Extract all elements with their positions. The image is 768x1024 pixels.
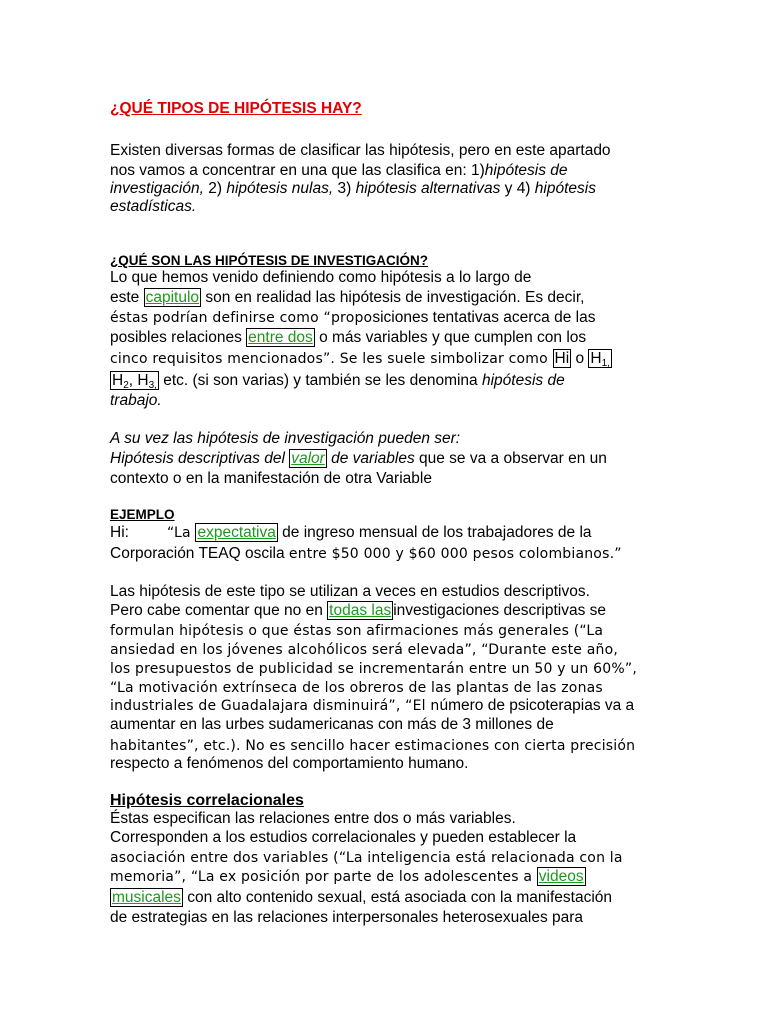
subscript: 1,: [601, 358, 610, 369]
text-run: este: [110, 289, 144, 306]
text-run: y 4): [500, 180, 535, 197]
italic-term: hipótesis: [534, 180, 596, 197]
text-line: Lo que hemos venido definiendo como hipótesis a lo largo de: [110, 269, 532, 286]
text-run: cinco requisitos mencionados”. Se les suele simbolizar como: [110, 351, 553, 367]
text-run: éstas podrían definirse como “propo: [110, 310, 373, 326]
italic-term: hipótesis alternativas: [355, 180, 501, 197]
text-line: [110, 329, 586, 347]
subscript: 2: [123, 380, 129, 391]
text-line: respecto a fenómenos del comportamiento humano.: [110, 755, 469, 772]
text-line: de estrategias en las relaciones interpersonales heterosexuales para: [110, 909, 584, 926]
text-line: contexto o en la manifestación de otra Variable: [110, 470, 432, 487]
symbol-box-h2-h3: [110, 371, 159, 390]
text-run: de ingreso mensual de los trabajadores de la: [277, 524, 592, 541]
section-heading: ¿QUÉ SON LAS HIPÓTESIS DE INVESTIGACIÓN?: [110, 253, 429, 268]
text-line: formulan hipótesis o que éstas son afirmaciones más generales (“La: [110, 623, 604, 639]
text-run: memoria”, “La ex posición por parte de los adolescentes a: [110, 869, 537, 885]
text-line: Existen diversas formas de clasificar las hipótesis, pero en este apartado: [110, 142, 611, 159]
text-run: posibles relaciones: [110, 329, 247, 346]
text-run: que se va a observar en un: [414, 450, 607, 467]
subscript: 3,: [148, 380, 157, 391]
text-run: Pero cabe comentar que no en: [110, 602, 328, 619]
symbol-text: H: [590, 350, 602, 367]
text-run: etc. (si son varias) y también se les denomina: [158, 372, 482, 389]
text-line: [110, 289, 584, 307]
text-line: habitantes”, etc.). No es sencillo hacer estimaciones con cierta precisión: [110, 738, 636, 754]
text-line: aumentar en las urbes sudamericanas con más de 3 millones de: [110, 716, 554, 733]
italic-term: estadísticas.: [110, 198, 197, 215]
page-title: ¿QUÉ TIPOS DE HIPÓTESIS HAY?: [110, 100, 362, 117]
text-line: [110, 889, 612, 907]
text-run: o: [571, 350, 589, 367]
text-run: “La: [167, 525, 196, 541]
glossary-link-expectativa[interactable]: expectativa: [197, 524, 276, 541]
text-line: “La motivación extrínseca de los obreros de las plantas de las zonas: [110, 680, 603, 696]
text-run: 3): [333, 180, 356, 197]
text-line: [110, 392, 162, 410]
symbol-text: H: [112, 372, 124, 389]
glossary-link-capitulo[interactable]: capitulo: [145, 289, 200, 306]
text-run: úmero de psicoterapias va a: [439, 697, 635, 714]
text-line: [110, 198, 196, 216]
text-line: los presupuestos de publicidad se incrementarán entre un 50 y un 60%”,: [110, 661, 637, 677]
text-line: [110, 450, 607, 468]
text-line: Éstas especifican las relaciones entre dos o más variables.: [110, 810, 516, 827]
text-run: siciones tentativas acerca de las: [372, 309, 596, 326]
text-line: Corresponden a los estudios correlacionales y pueden establecer la: [110, 829, 577, 846]
symbol-text: , H: [128, 372, 149, 389]
glossary-link-entre-dos[interactable]: entre dos: [248, 329, 313, 346]
italic-text: Hipótesis descriptivas del: [110, 450, 290, 467]
text-run: 2): [203, 180, 227, 197]
glossary-link-valor[interactable]: valor: [291, 450, 325, 467]
section-heading: Hipótesis correlacionales: [110, 792, 304, 809]
text-line: [110, 162, 568, 180]
italic-term: hipótesis nulas,: [226, 180, 334, 197]
text-line: asociación entre dos variables (“La inteligencia está relacionada con la: [110, 850, 623, 866]
text-run: o más variables y que cumplen con los: [314, 329, 587, 346]
italic-term: hipótesis de: [484, 162, 568, 179]
glossary-link-musicales[interactable]: musicales: [112, 889, 181, 906]
text-line: Las hipótesis de este tipo se utilizan a veces en estudios descriptivos.: [110, 583, 590, 600]
text-run: con alto contenido sexual, está asociada con la manifestación: [182, 889, 613, 906]
text-run: investigaciones descriptivas se: [393, 602, 607, 619]
text-line: [110, 309, 595, 327]
text-run: son en realidad las hipótesis de investigación. Es decir,: [201, 289, 585, 306]
text-line: [110, 868, 586, 886]
glossary-link-todas-las[interactable]: todas las: [329, 602, 392, 619]
text-line: [110, 180, 596, 198]
text-run: industriales de Guadalajara disminuirá”, “El n: [110, 698, 440, 714]
text-line: [110, 697, 634, 715]
text-line: [110, 545, 622, 563]
italic-term: trabajo.: [110, 392, 162, 409]
example-heading: EJEMPLO: [110, 507, 175, 522]
example-label: Hi:: [110, 524, 129, 541]
symbol-box-hi: Hi: [554, 350, 570, 367]
symbol-box-h1: [588, 349, 612, 368]
text-line: [110, 372, 565, 390]
text-run: entre $50 000 y $60 000 pesos colombianos.”: [288, 546, 622, 562]
text-line: [110, 430, 460, 448]
text-line: ansiedad en los jóvenes alcohólicos será elevada”, “Durante este año,: [110, 642, 618, 658]
glossary-link-videos[interactable]: videos: [538, 868, 584, 885]
text-line: [167, 524, 592, 542]
italic-text: A su vez las hipótesis de investigación pueden ser:: [110, 430, 461, 447]
text-line: [110, 602, 606, 620]
text-run: Corporación TEAQ oscila: [110, 545, 289, 562]
italic-term: hipótesis de: [481, 372, 565, 389]
italic-term: investigación,: [110, 180, 204, 197]
text-run: nos vamos a concentrar en una que las clasifica en: 1): [110, 162, 485, 179]
text-line: [110, 350, 612, 368]
italic-text: de variables: [326, 450, 415, 467]
